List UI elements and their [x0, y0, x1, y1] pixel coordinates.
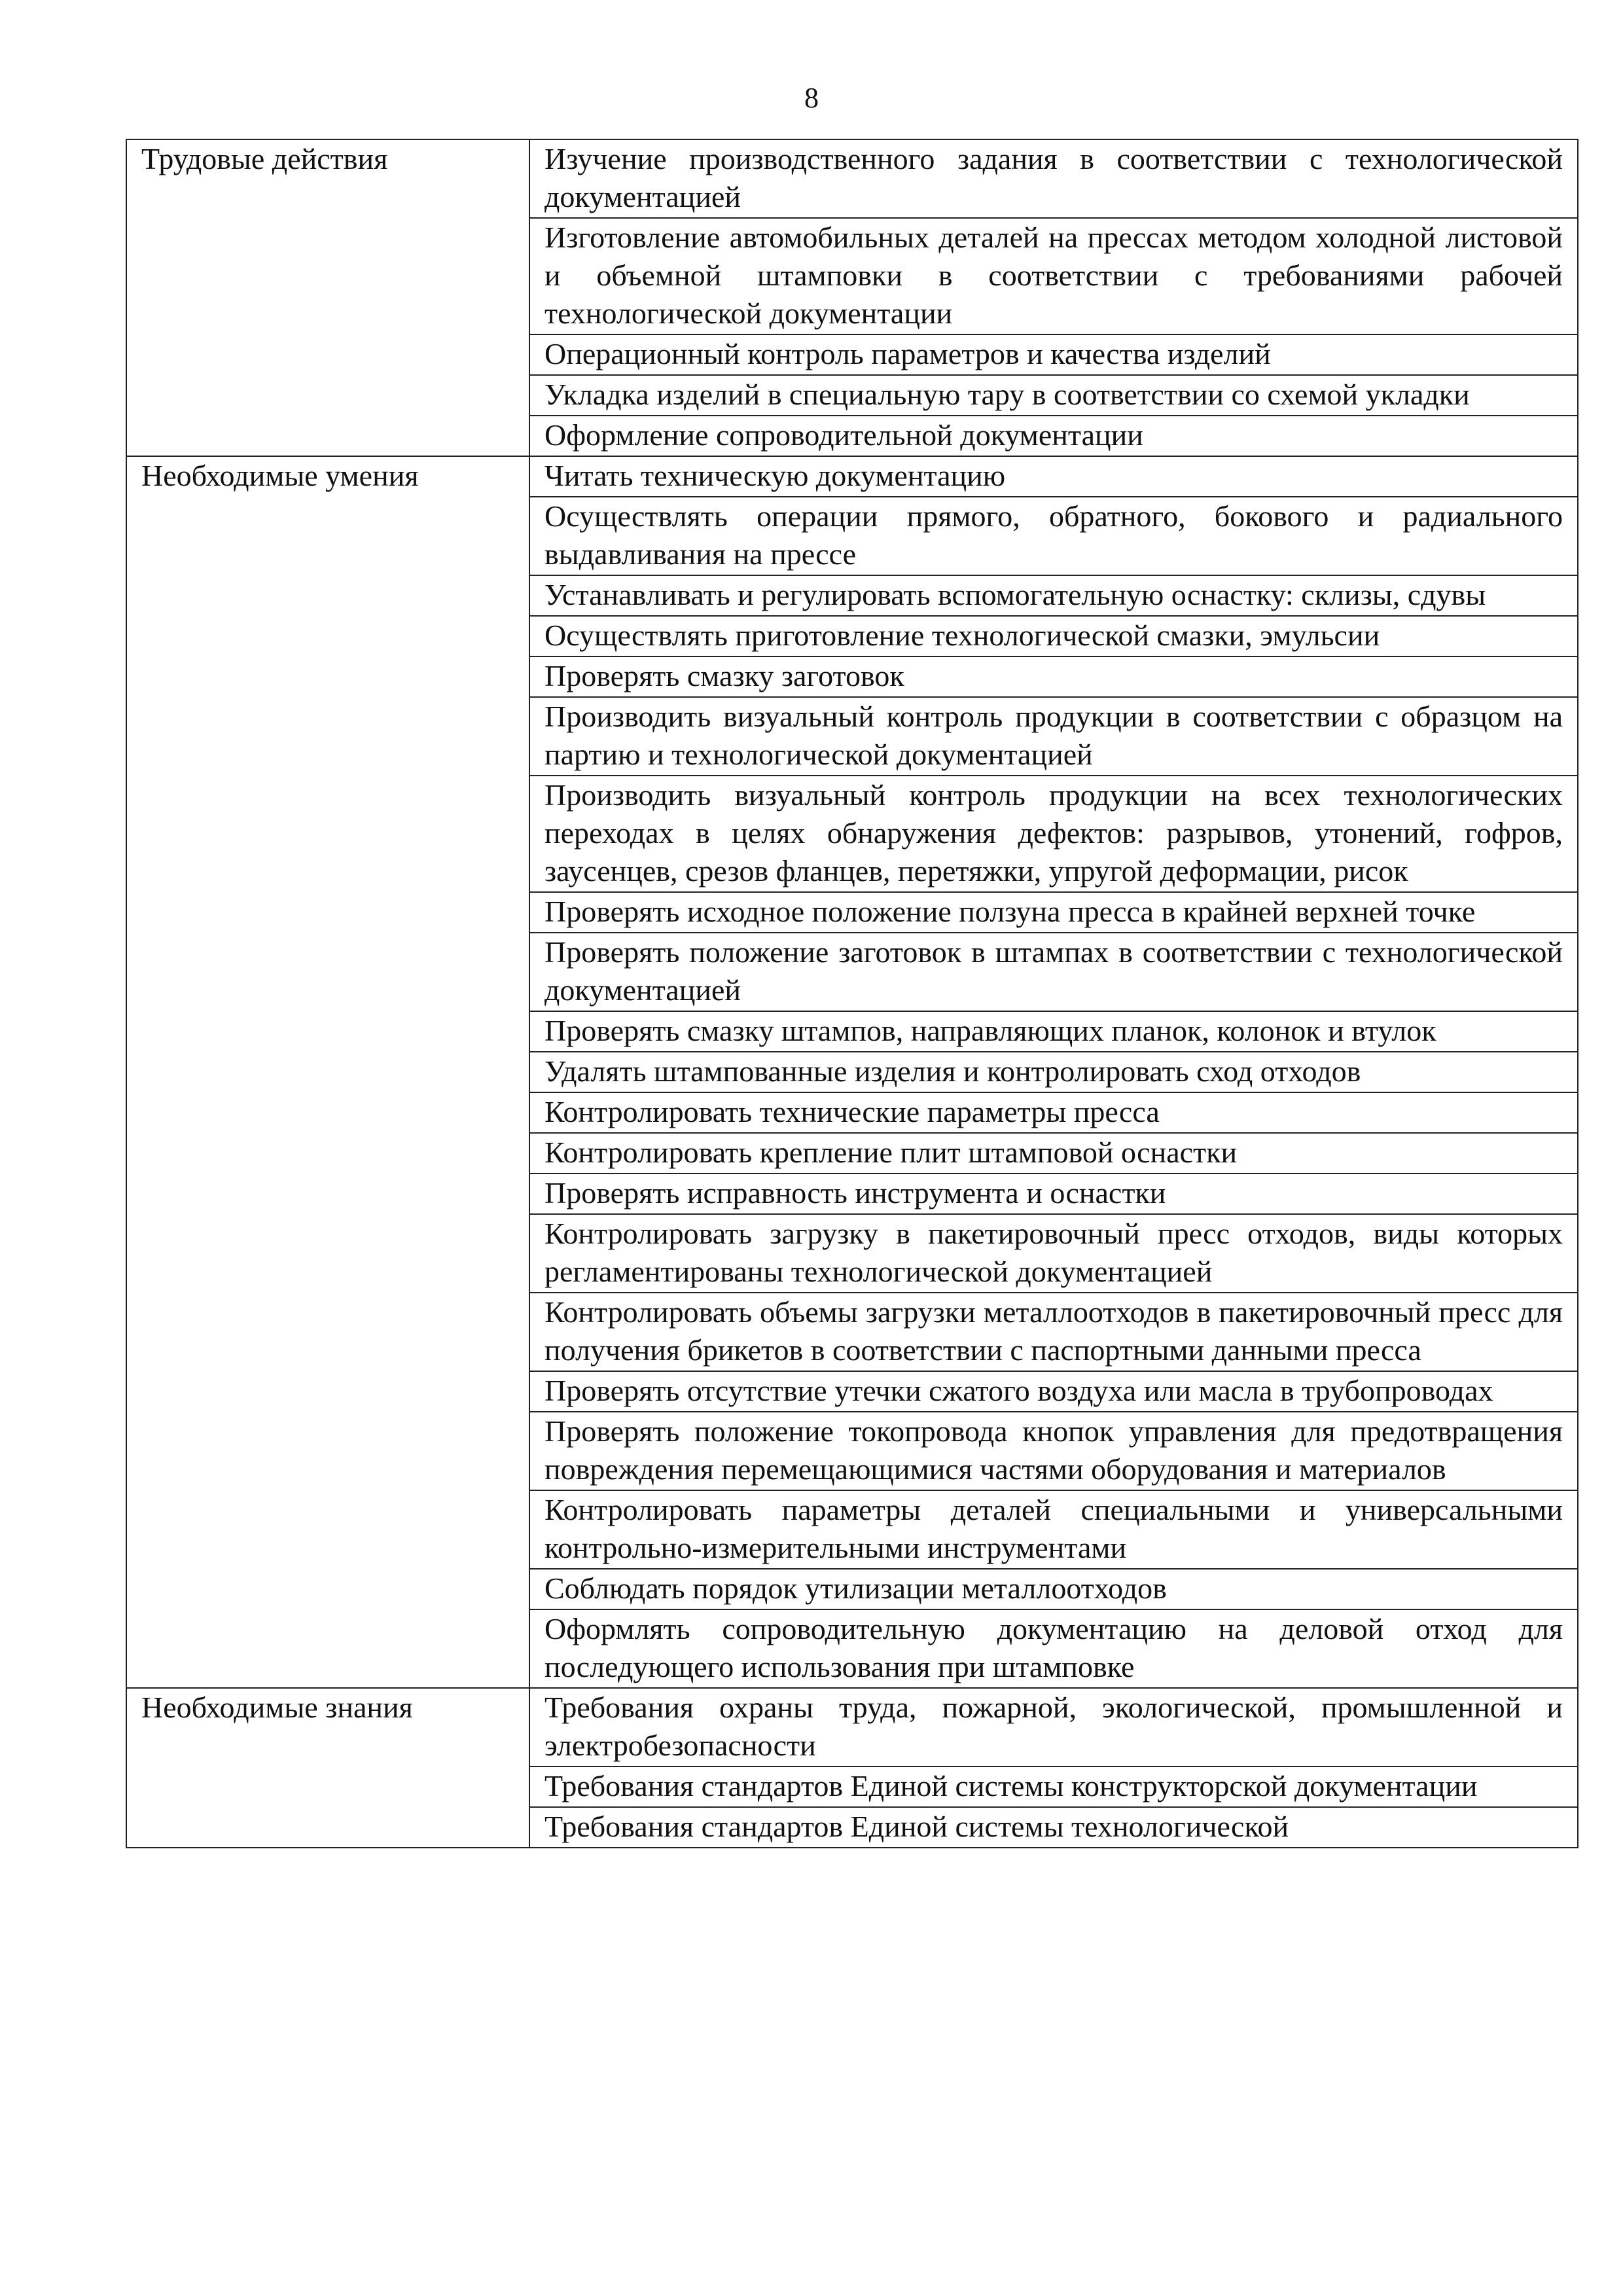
item-cell: [529, 656, 1578, 697]
section-label-cell-required-skills: [126, 456, 529, 1688]
item-cell: [529, 1688, 1578, 1767]
item-text: Контролировать технические параметры пресса: [544, 1095, 1160, 1128]
item-cell: [529, 1609, 1578, 1688]
item-cell: [529, 575, 1578, 616]
item-text: Укладка изделий в специальную тару в соответствии со схемой укладки: [544, 378, 1470, 411]
item-cell: [529, 416, 1578, 456]
item-cell: [529, 456, 1578, 497]
item-text: Проверять положение заготовок в штампах в соответствии с технологической документацией: [544, 935, 1563, 1007]
item-text: Требования охраны труда, пожарной, экологической, промышленной и электробезопасности: [544, 1691, 1563, 1762]
item-cell: [529, 375, 1578, 416]
item-cell: [529, 1174, 1578, 1214]
table-row: [126, 1688, 1578, 1767]
item-text: Осуществлять операции прямого, обратного, бокового и радиального выдавливания на прессе: [544, 499, 1563, 571]
item-text: Изучение производственного задания в соответствии с технологической документацией: [544, 142, 1563, 213]
item-cell: [529, 1052, 1578, 1092]
item-cell: [529, 933, 1578, 1011]
item-text: Контролировать загрузку в пакетировочный пресс отходов, виды которых регламентированы технологической документацией: [544, 1217, 1563, 1288]
item-cell: [529, 1293, 1578, 1371]
item-text: Осуществлять приготовление технологической смазки, эмульсии: [544, 619, 1380, 652]
item-cell: [529, 1807, 1578, 1848]
item-cell: [529, 1371, 1578, 1412]
item-text: Оформлять сопроводительную документацию на деловой отход для последующего использования при штамповке: [544, 1612, 1563, 1683]
item-text: Контролировать параметры деталей специальными и универсальными контрольно-измерительными инструментами: [544, 1493, 1563, 1564]
item-cell: [529, 892, 1578, 933]
item-text: Соблюдать порядок утилизации металлоотходов: [544, 1571, 1167, 1605]
item-text: Требования стандартов Единой системы технологической: [544, 1810, 1289, 1843]
item-text: Проверять смазку заготовок: [544, 659, 904, 692]
item-cell: [529, 1412, 1578, 1490]
item-text: Проверять положение токопровода кнопок управления для предотвращения повреждения перемещающимися частями оборудования и материалов: [544, 1414, 1563, 1486]
table-row: [126, 456, 1578, 497]
item-cell: [529, 334, 1578, 375]
item-cell: [529, 1133, 1578, 1174]
item-text: Удалять штампованные изделия и контролировать сход отходов: [544, 1054, 1361, 1088]
item-text: Читать техническую документацию: [544, 459, 1006, 492]
item-cell: [529, 1490, 1578, 1569]
item-text: Проверять смазку штампов, направляющих планок, колонок и втулок: [544, 1014, 1436, 1047]
item-cell: [529, 218, 1578, 334]
item-cell: [529, 1569, 1578, 1609]
item-cell: [529, 1092, 1578, 1133]
item-cell: [529, 1214, 1578, 1293]
item-text: Оформление сопроводительной документации: [544, 418, 1143, 452]
item-text: Контролировать крепление плит штамповой оснастки: [544, 1136, 1238, 1169]
section-label-cell-required-knowledge: [126, 1688, 529, 1848]
page-number: 8: [804, 82, 819, 114]
item-text: Изготовление автомобильных деталей на прессах методом холодной листовой и объемной штамповки в соответствии с требованиями рабочей технологической документации: [544, 221, 1563, 330]
item-cell: [529, 776, 1578, 892]
item-text: Устанавливать и регулировать вспомогательную оснастку: склизы, сдувы: [544, 578, 1486, 611]
item-cell: [529, 1011, 1578, 1052]
table-row: [126, 139, 1578, 218]
item-cell: [529, 139, 1578, 218]
item-cell: [529, 497, 1578, 575]
item-cell: [529, 697, 1578, 776]
item-text: Производить визуальный контроль продукции в соответствии с образцом на партию и технологической документацией: [544, 700, 1563, 771]
item-text: Проверять отсутствие утечки сжатого воздуха или масла в трубопроводах: [544, 1374, 1493, 1407]
item-text: Требования стандартов Единой системы конструкторской документации: [544, 1769, 1478, 1803]
item-text: Проверять исправность инструмента и оснастки: [544, 1176, 1166, 1210]
item-text: Контролировать объемы загрузки металлоотходов в пакетировочный пресс для получения брикетов в соответствии с паспортными данными пресса: [544, 1295, 1563, 1367]
section-label-cell-labor-actions: [126, 139, 529, 456]
section-label: Трудовые действия: [141, 142, 388, 175]
section-label: Необходимые умения: [141, 459, 419, 492]
item-text: Операционный контроль параметров и качества изделий: [544, 337, 1271, 370]
table-body: [126, 139, 1578, 1848]
item-text: Производить визуальный контроль продукции на всех технологических переходах в целях обнаружения дефектов: разрывов, утонений, гофров, заусенцев, срезов фланцев, перетяжки, упругой деформации, рисок: [544, 778, 1563, 888]
section-label: Необходимые знания: [141, 1691, 413, 1724]
item-text: Проверять исходное положение ползуна пресса в крайней верхней точке: [544, 895, 1476, 928]
item-cell: [529, 616, 1578, 656]
qualification-table: [126, 139, 1578, 1848]
item-cell: [529, 1767, 1578, 1807]
